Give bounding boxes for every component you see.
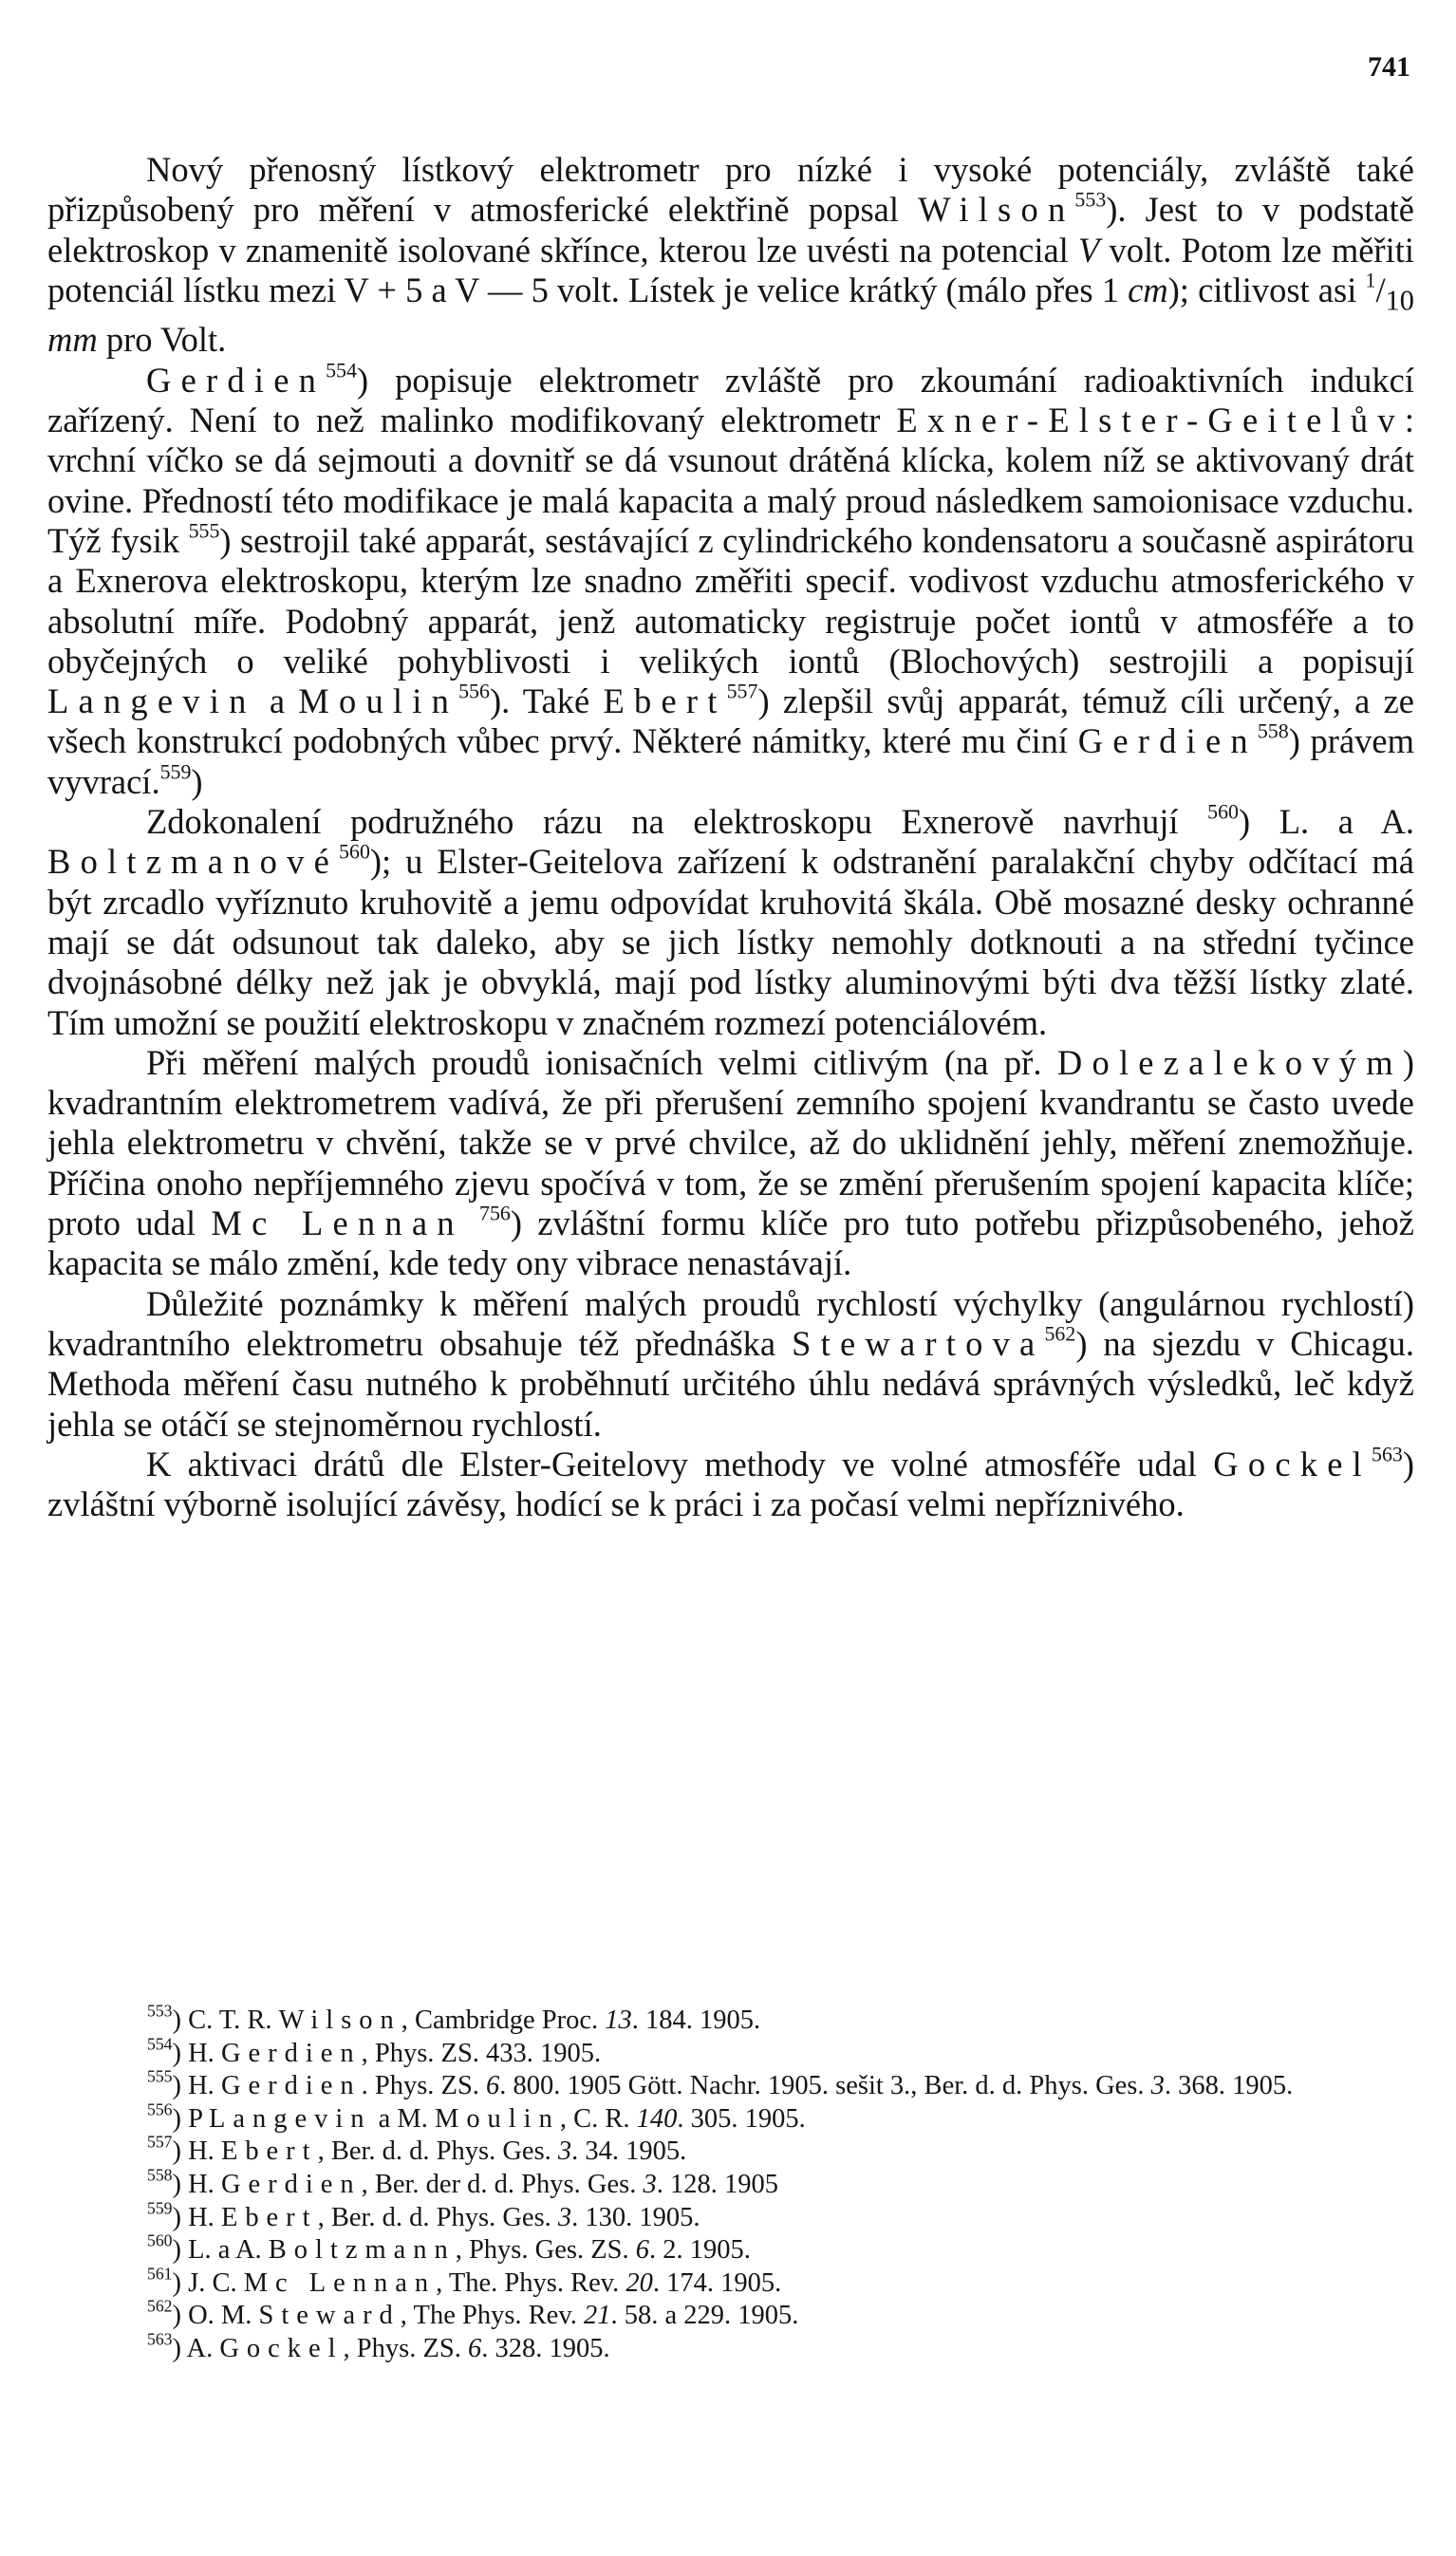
text-run: ) C. T. R. — [172, 2006, 279, 2035]
text-run: . 368. 1905. — [1164, 2071, 1294, 2101]
spaced-name: Steward — [258, 2301, 401, 2331]
footnote — [47, 2296, 1414, 2333]
spaced-name: Gerdien — [146, 360, 327, 400]
text-run: / — [1375, 270, 1386, 309]
text-run: ) L. a A. — [172, 2235, 269, 2266]
text-run: . 184. 1905. — [631, 2006, 761, 2035]
spaced-name: Langevin — [209, 2103, 372, 2134]
superscript: 558 — [1257, 719, 1289, 744]
spaced-name: Stewartova — [792, 1323, 1045, 1363]
footnote — [47, 2230, 1414, 2267]
text-run: ) H. — [172, 2202, 221, 2232]
italic-text: 6 — [486, 2071, 500, 2101]
spaced-name: Moulin — [435, 2103, 560, 2134]
superscript: 562 — [147, 2296, 173, 2316]
italic-text: 6 — [468, 2333, 482, 2363]
spaced-name: Gerdien — [220, 2071, 362, 2101]
text-run: Nový přenosný lístkový elektrometr pro nízké i vysoké potenciály, zvláště také přizpůsobený pro měření v atmosferické elektřině popsal — [47, 150, 1414, 230]
italic-text: 3 — [1150, 2071, 1165, 2101]
text-run — [464, 1203, 479, 1242]
text-run: , The Phys. Rev. — [400, 2301, 584, 2331]
paragraph — [47, 1442, 1414, 1525]
superscript: 756 — [479, 1201, 511, 1225]
spaced-name: Gockel — [1213, 1444, 1372, 1483]
spaced-name: Wilson — [278, 2006, 401, 2035]
spaced-name: Mc Lennan — [243, 2267, 437, 2298]
text-run: ) H. — [172, 2169, 221, 2199]
superscript: 1 — [1365, 268, 1376, 292]
italic-text: mm — [47, 320, 98, 360]
text-run: . 58. a 229. 1905. — [610, 2301, 799, 2331]
paragraph — [47, 150, 1414, 361]
text-run: , Ber. der d. d. Phys. Ges. — [361, 2169, 644, 2199]
text-run: : vrchní víčko se dá sejmouti a dovnitř se dá vsunout drátěná klícka, kolem níž se aktivovaný drát ovine. Předností této modifikace je malá kapacita a malý proud následkem samoionisace vzduchu. Týž fysik — [47, 401, 1414, 560]
paragraph — [47, 358, 1415, 802]
text-run: , Ber. d. d. Phys. Ges. — [317, 2136, 558, 2167]
superscript: 555 — [147, 2066, 173, 2086]
text-run: . 174. 1905. — [652, 2267, 782, 2298]
text-run: ) — [191, 761, 203, 801]
italic-text: 3 — [557, 2202, 572, 2232]
superscript: 563 — [1372, 1442, 1403, 1466]
spaced-name: Boltzmann — [268, 2235, 456, 2266]
text-run: a — [255, 681, 299, 721]
superscript: 559 — [147, 2198, 173, 2218]
spaced-name: Gerdien — [1077, 721, 1258, 761]
text-run: . 128. 1905 — [656, 2169, 778, 2199]
page-number: 741 — [1368, 51, 1410, 83]
text-run: ); citlivost asi — [1167, 270, 1366, 309]
text-run: volt. Potom lze měřiti potenciál lístku mezi V + 5 a V — 5 volt. Lístek je velice krátký (málo přes 1 — [47, 230, 1414, 309]
footnote — [47, 2198, 1414, 2235]
footnote — [47, 2165, 1414, 2202]
paragraph — [47, 1284, 1414, 1445]
superscript: 560 — [339, 840, 370, 865]
text-run: ) L. a A. — [1239, 802, 1414, 842]
text-run: ); u Elster-Geitelova zařízení k odstranění paralakční chyby odčítací má být zrcadlo vyříznuto kruhovitě a jemu odpovídat kruhovitá škála. Obě mosazné desky ochranné mají se dát odsunout tak daleko, aby se jich lístky nemohly dotknouti a na střední tyčince dvojnásobné délky než jak je obvyklá, mají pod lístky aluminovými býti dva těžší lístky zlaté. Tím umožní se použití elektroskopu v značném rozmezí potenciálovém. — [47, 842, 1414, 1042]
text-run: . Phys. ZS. — [361, 2071, 487, 2101]
text-run: ) kvadrantním elektrometrem vadívá, že při přerušení zemního spojení kvandrantu se často uvede jehla elektrometru v chvění, takže se v prvé chvilce, až do uklidnění jehly, měření znemožňuje. Příčina onoho nepříjemného zjevu spočívá v tom, že se změní přerušením spojení kapacita klíče; proto udal — [47, 1042, 1414, 1243]
italic-text: 13 — [605, 2006, 632, 2035]
text-run: Při měření malých proudů ionisačních velmi citlivým (na př. — [146, 1042, 1057, 1082]
superscript: 554 — [147, 2034, 173, 2054]
superscript: 555 — [188, 518, 220, 543]
italic-text: 20 — [625, 2267, 653, 2298]
text-run: ) zvláštní výborně isolující závěsy, hodící se k práci i za počasí velmi nepříznivého. — [47, 1444, 1414, 1524]
superscript: 557 — [147, 2133, 173, 2153]
superscript: 557 — [726, 679, 758, 703]
text-run: K aktivaci drátů dle Elster-Geitelovy methody ve volné atmosféře udal — [146, 1444, 1214, 1483]
superscript: 554 — [326, 358, 357, 382]
superscript: 561 — [147, 2264, 173, 2284]
spaced-name: Mc Lennan — [211, 1203, 464, 1243]
footnote — [47, 2066, 1414, 2103]
footnote — [47, 2034, 1414, 2071]
text-run: , C. R. — [559, 2103, 637, 2134]
superscript: 553 — [1074, 187, 1107, 212]
text-run: . 800. 1905 Gött. Nachr. 1905. sešit 3., Ber. d. d. Phys. Ges. — [499, 2071, 1151, 2101]
superscript: 563 — [147, 2329, 173, 2349]
spaced-name: Boltzmanové — [47, 842, 340, 882]
text-run: Zdokonalení podružného rázu na elektroskopu Exnerově navrhují — [146, 802, 1208, 842]
spaced-name: Ebert — [603, 681, 727, 721]
text-run: ) H. — [172, 2136, 221, 2167]
superscript: 556 — [147, 2099, 173, 2119]
superscript: 553 — [147, 2001, 173, 2021]
text-run: ) popisuje elektrometr zvláště pro zkoumání radioaktivních indukcí zařízený. Není to než malinko modifikovaný elektrometr — [47, 360, 1414, 440]
text-run: . 2. 1905. — [648, 2235, 751, 2266]
spaced-name: Ebert — [220, 2136, 318, 2167]
paragraph — [47, 799, 1414, 1043]
superscript: 556 — [458, 679, 490, 703]
text-run: . 305. 1905. — [677, 2103, 806, 2134]
paragraph — [47, 1043, 1414, 1284]
spaced-name: Wilson — [918, 190, 1075, 230]
spaced-name: Ebert — [220, 2202, 318, 2232]
text-run: ) zlepšil svůj apparát, témuž cíli určený, a ze všech konstrukcí podobných vůbec prvý. Některé námitky, které mu činí — [47, 681, 1414, 761]
superscript: 558 — [147, 2165, 173, 2185]
italic-text: 3 — [643, 2169, 657, 2199]
text-run: , Phys. Ges. ZS. — [455, 2235, 636, 2266]
text-run: , Phys. ZS. — [343, 2333, 468, 2363]
text-run: Důležité poznámky k měření malých proudů rychlostí výchylky (angulárnou rychlostí) kvadrantního elektrometru obsahuje též přednáška — [47, 1283, 1414, 1363]
italic-text: 3 — [557, 2136, 572, 2167]
italic-text: 21 — [583, 2301, 611, 2331]
text-run: ) O. M. — [172, 2301, 259, 2331]
spaced-name: Dolezalekovým — [1056, 1042, 1403, 1082]
text-run: . 34. 1905. — [571, 2136, 687, 2167]
spaced-name: Gockel — [219, 2333, 344, 2363]
text-run: , Cambridge Proc. — [401, 2006, 606, 2035]
text-run: a M. — [371, 2103, 435, 2134]
text-run: , Phys. ZS. 433. 1905. — [361, 2038, 602, 2068]
body-text — [47, 150, 1414, 1524]
footnote — [47, 2001, 1414, 2038]
spaced-name: Langevin — [47, 681, 256, 721]
text-run: ) H. — [172, 2038, 221, 2068]
italic-text: 140 — [636, 2103, 678, 2134]
text-run: ) A. — [172, 2333, 220, 2363]
text-run: . 130. 1905. — [571, 2202, 700, 2232]
text-run: ) právem vyvrací. — [47, 721, 1415, 801]
superscript: 560 — [1207, 799, 1239, 824]
superscript: 559 — [159, 759, 192, 784]
spaced-name: Exner-Elster-Geitelův — [896, 401, 1405, 440]
text-run: ) H. — [172, 2071, 221, 2101]
superscript: 562 — [1044, 1321, 1076, 1346]
text-run: ) P — [172, 2103, 210, 2134]
footnote — [47, 2264, 1414, 2301]
text-run: , The. Phys. Rev. — [436, 2267, 626, 2298]
footnote — [47, 2133, 1414, 2169]
footnote — [47, 2329, 1414, 2366]
spaced-name: Gerdien — [220, 2038, 362, 2068]
text-run: ) sestrojil také apparát, sestávající z cylindrického kondensatoru a současně aspirátoru a Exnerova elektroskopu, kterým lze snadno změřiti specif. vodivost vzduchu atmosferického v absolutní míře. Podobný apparát, jenž automaticky registruje počet iontů v atmosféře a to obyčejných o veliké pohyblivosti i velikých iontů (Blochových) sestrojili a popisují — [47, 520, 1414, 681]
spaced-name: Gerdien — [220, 2169, 362, 2199]
text-run: ) zvláštní formu klíče pro tuto potřebu přizpůsobeného, jehož kapacita se málo změní, kde tedy ony vibrace nenastávají. — [47, 1203, 1414, 1283]
text-run: pro Volt. — [97, 320, 227, 360]
subscript: 10 — [1385, 284, 1414, 317]
spaced-name: Moulin — [298, 681, 459, 721]
superscript: 560 — [147, 2230, 173, 2250]
footnote — [47, 2099, 1414, 2136]
footnotes — [47, 2001, 1414, 2366]
text-run: ) na sjezdu v Chicagu. Methoda měření času nutného k proběhnutí určitého úhlu nedává správných výsledků, leč když jehla se otáčí se stejnoměrnou rychlostí. — [47, 1323, 1414, 1444]
italic-text: 6 — [635, 2235, 649, 2266]
italic-text: V — [1078, 230, 1100, 270]
text-run: , Ber. d. d. Phys. Ges. — [317, 2202, 558, 2232]
text-run: ). Jest to v podstatě elektroskop v znamenitě isolované skřínce, kterou lze uvésti na potencial — [47, 190, 1415, 270]
italic-text: cm — [1128, 270, 1168, 309]
text-run: ). Také — [489, 681, 604, 721]
text-run: . 328. 1905. — [481, 2333, 610, 2363]
text-run: ) J. C. — [172, 2267, 244, 2298]
